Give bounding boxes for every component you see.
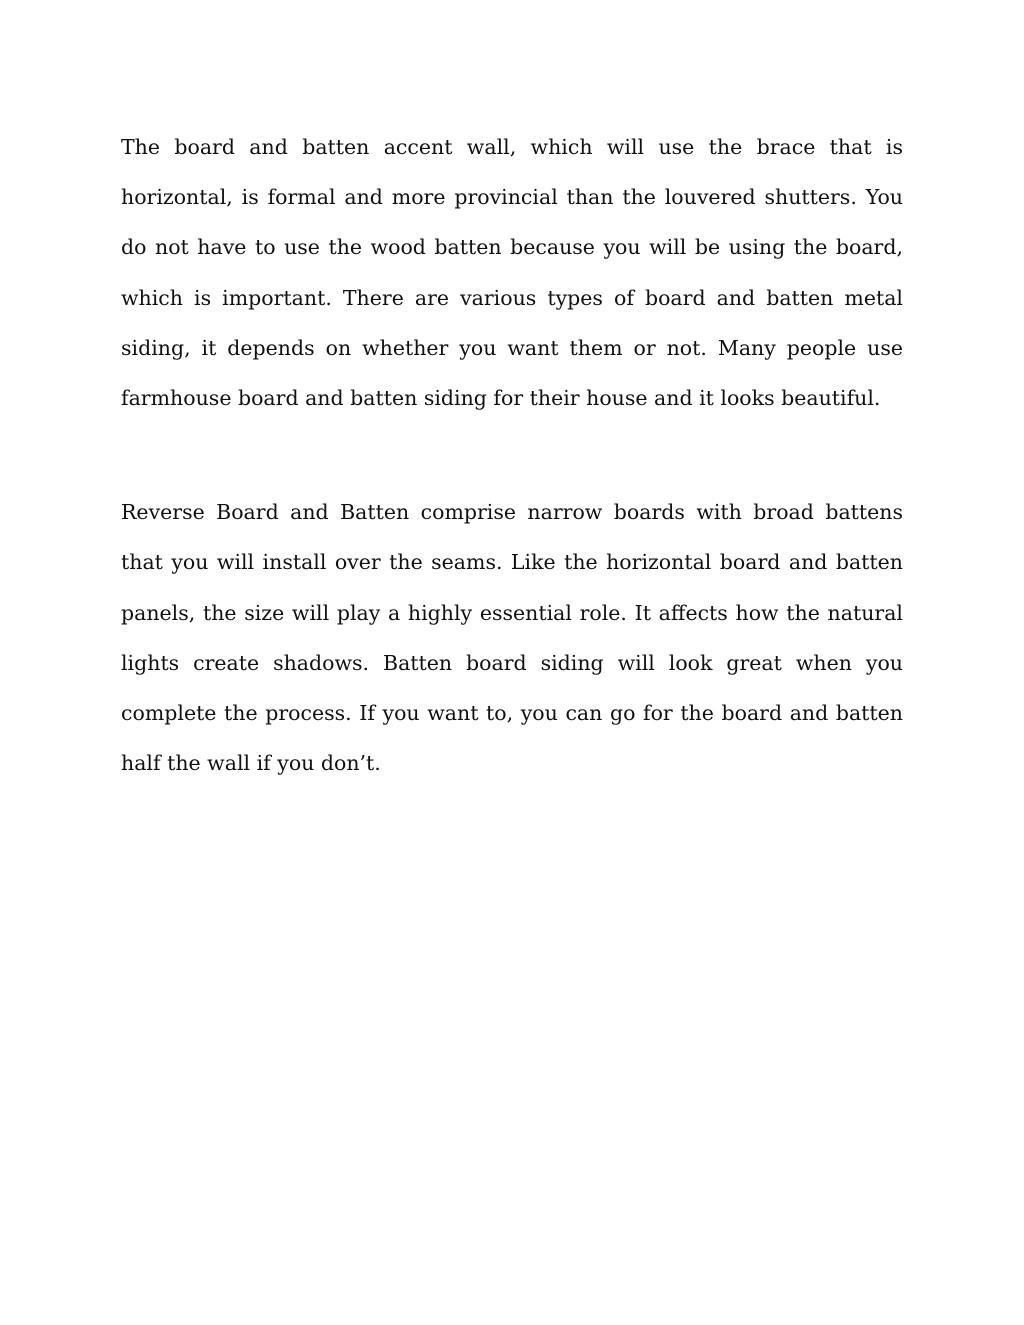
document-body — [121, 122, 903, 788]
paragraph-board-and-batten-accent-wall: The board and batten accent wall, which will use the brace that is horizontal, is formal and more provincial than the louvered shutters. You do not have to use the wood batten because you will be using the board, which is important. There are various types of board and batten metal siding, it depends on whether you want them or not. Many people use farmhouse board and batten siding for their house and it looks beautiful. — [121, 135, 903, 411]
paragraph-reverse-board-and-batten: Reverse Board and Batten comprise narrow boards with broad battens that you will install over the seams. Like the horizontal board and batten panels, the size will play a highly essential role. It affects how the natural lights create shadows. Batten board siding will look great when you complete the process. If you want to, you can go for the board and batten half the wall if you don’t. — [121, 500, 903, 776]
